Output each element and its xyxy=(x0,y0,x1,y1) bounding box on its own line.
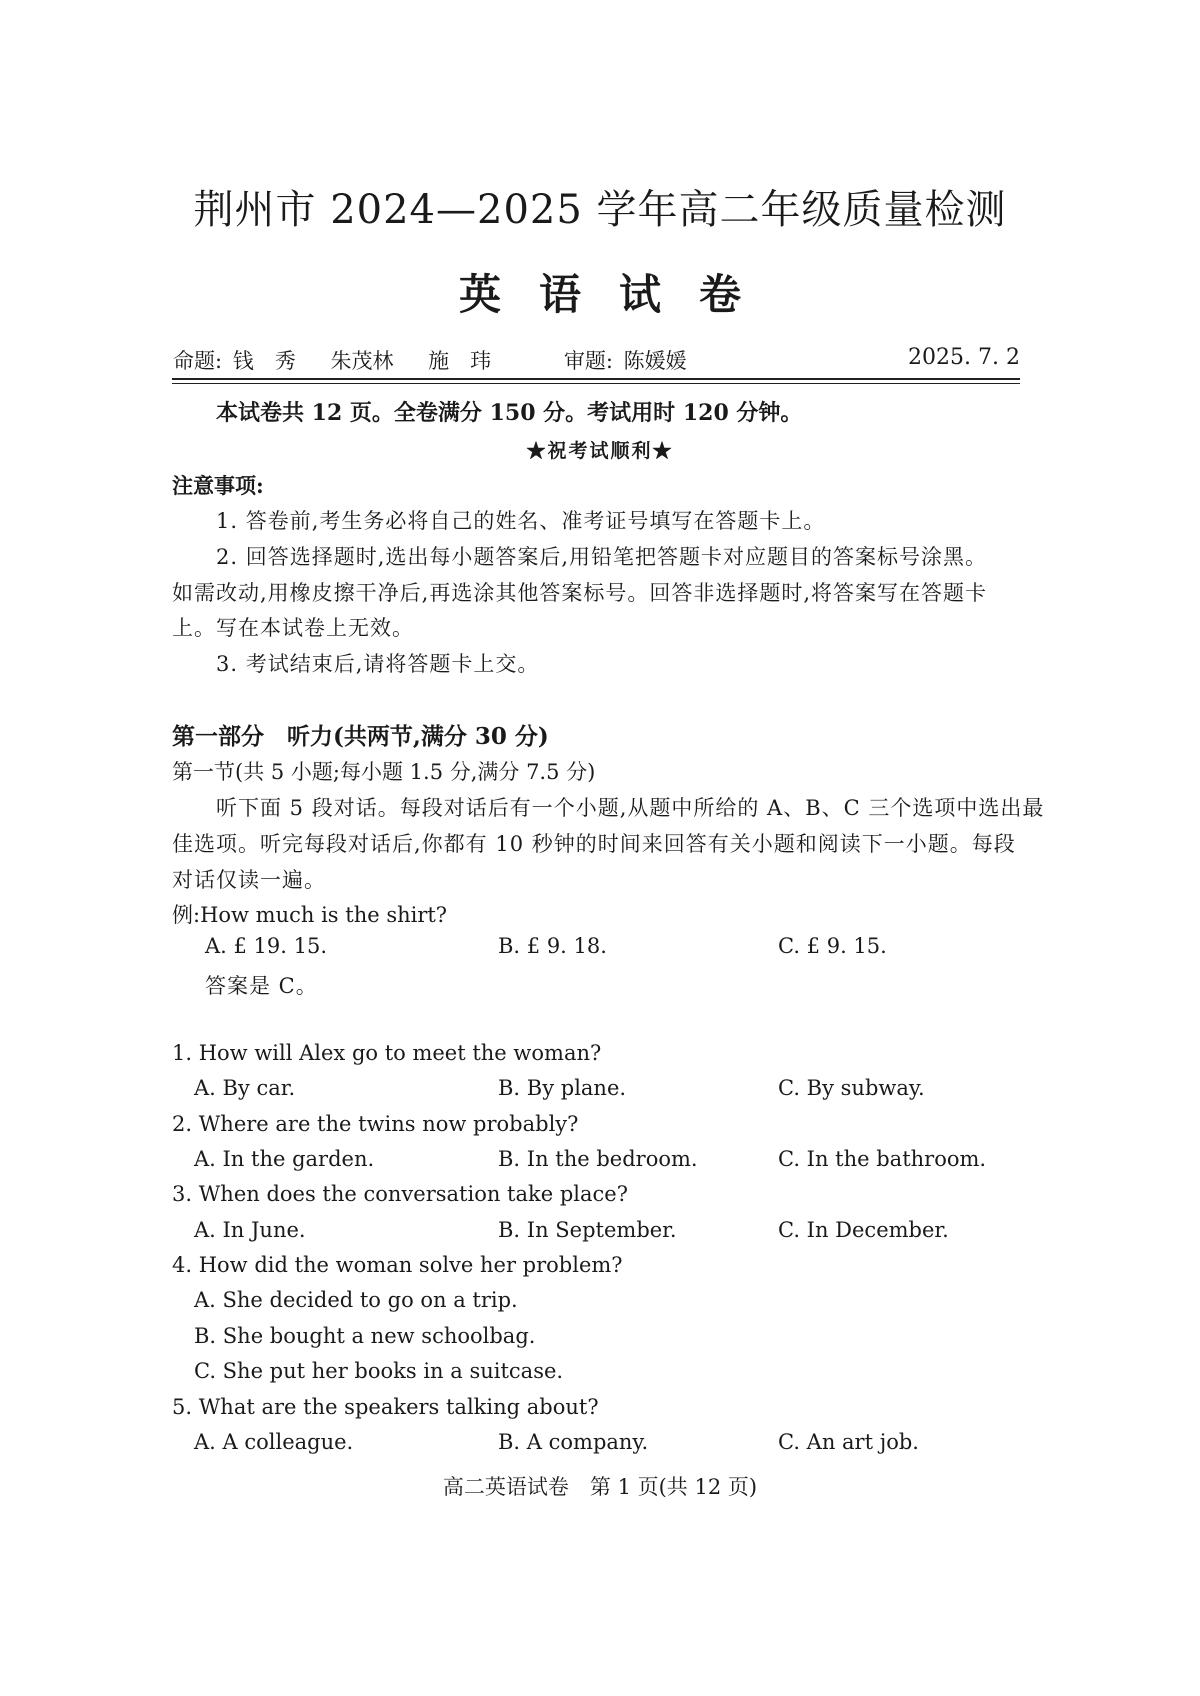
question-5-option-b: B. A company. xyxy=(498,1430,649,1454)
example-option-c: C. £ 9. 15. xyxy=(778,934,887,958)
notice-heading: 注意事项: xyxy=(172,473,264,498)
example-question: 例:How much is the shirt? xyxy=(172,903,448,927)
setters-line xyxy=(173,345,697,375)
notice-item-1: 1. 答卷前,考生务必将自己的姓名、准考证号填写在答题卡上。 xyxy=(216,509,826,533)
reviewer-name: 陈媛媛 xyxy=(623,349,687,373)
instructions-line-3: 对话仅读一遍。 xyxy=(172,868,326,892)
example-option-b: B. £ 9. 18. xyxy=(498,934,607,958)
example-option-a: A. £ 19. 15. xyxy=(205,934,328,958)
question-5-option-c: C. An art job. xyxy=(778,1430,919,1454)
setter-name: 朱茂林 xyxy=(330,349,394,373)
good-luck-banner: ★祝考试顺利★ xyxy=(526,440,674,462)
section-subheading: 第一节(共 5 小题;每小题 1.5 分,满分 7.5 分) xyxy=(172,760,596,784)
question-5: 5. What are the speakers talking about? xyxy=(172,1395,599,1419)
question-4-option-a: A. She decided to go on a trip. xyxy=(194,1288,518,1312)
question-2-option-a: A. In the garden. xyxy=(194,1147,375,1171)
question-3-option-a: A. In June. xyxy=(194,1218,306,1242)
reviewer-label: 审题: xyxy=(563,349,613,373)
notice-item-2-cont: 如需改动,用橡皮擦干净后,再选涂其他答案标号。回答非选择题时,将答案写在答题卡 xyxy=(172,581,988,605)
question-4-option-b: B. She bought a new schoolbag. xyxy=(194,1324,536,1348)
instructions-line-1: 听下面 5 段对话。每段对话后有一个小题,从题中所给的 A、B、C 三个选项中选出最 xyxy=(216,796,1045,820)
question-4-option-c: C. She put her books in a suitcase. xyxy=(194,1359,564,1383)
question-2-option-b: B. In the bedroom. xyxy=(498,1147,698,1171)
section-heading: 第一部分 听力(共两节,满分 30 分) xyxy=(172,723,549,750)
exam-date: 2025. 7. 2 xyxy=(908,345,1020,370)
page-subtitle: 英语试卷 xyxy=(458,270,779,319)
notice-item-3: 3. 考试结束后,请将答题卡上交。 xyxy=(216,652,540,676)
question-3-option-c: C. In December. xyxy=(778,1218,949,1242)
question-1-option-c: C. By subway. xyxy=(778,1076,925,1100)
notice-item-2: 2. 回答选择题时,选出每小题答案后,用铅笔把答题卡对应题目的答案标号涂黑。 xyxy=(216,545,988,569)
instructions-line-2: 佳选项。听完每段对话后,你都有 10 秒钟的时间来回答有关小题和阅读下一小题。每段 xyxy=(172,832,1016,856)
setters-label: 命题: xyxy=(173,349,223,373)
question-4: 4. How did the woman solve her problem? xyxy=(172,1253,623,1277)
header-divider-thin xyxy=(172,383,1020,384)
question-2-option-c: C. In the bathroom. xyxy=(778,1147,987,1171)
exam-intro: 本试卷共 12 页。全卷满分 150 分。考试用时 120 分钟。 xyxy=(216,400,803,426)
question-3: 3. When does the conversation take place? xyxy=(172,1182,628,1206)
question-2: 2. Where are the twins now probably? xyxy=(172,1112,579,1136)
notice-item-2-end: 上。写在本试卷上无效。 xyxy=(172,616,414,640)
question-1: 1. How will Alex go to meet the woman? xyxy=(172,1041,602,1065)
page-title: 荆州市 2024—2025 学年高二年级质量检测 xyxy=(193,187,1007,233)
setter-name: 施 玮 xyxy=(428,349,492,373)
example-answer: 答案是 C。 xyxy=(205,974,318,998)
page-footer: 高二英语试卷 第 1 页(共 12 页) xyxy=(442,1475,758,1499)
setter-name: 钱 秀 xyxy=(232,349,296,373)
question-1-option-a: A. By car. xyxy=(194,1076,296,1100)
question-3-option-b: B. In September. xyxy=(498,1218,677,1242)
question-5-option-a: A. A colleague. xyxy=(194,1430,354,1454)
header-divider xyxy=(172,378,1020,380)
question-1-option-b: B. By plane. xyxy=(498,1076,627,1100)
